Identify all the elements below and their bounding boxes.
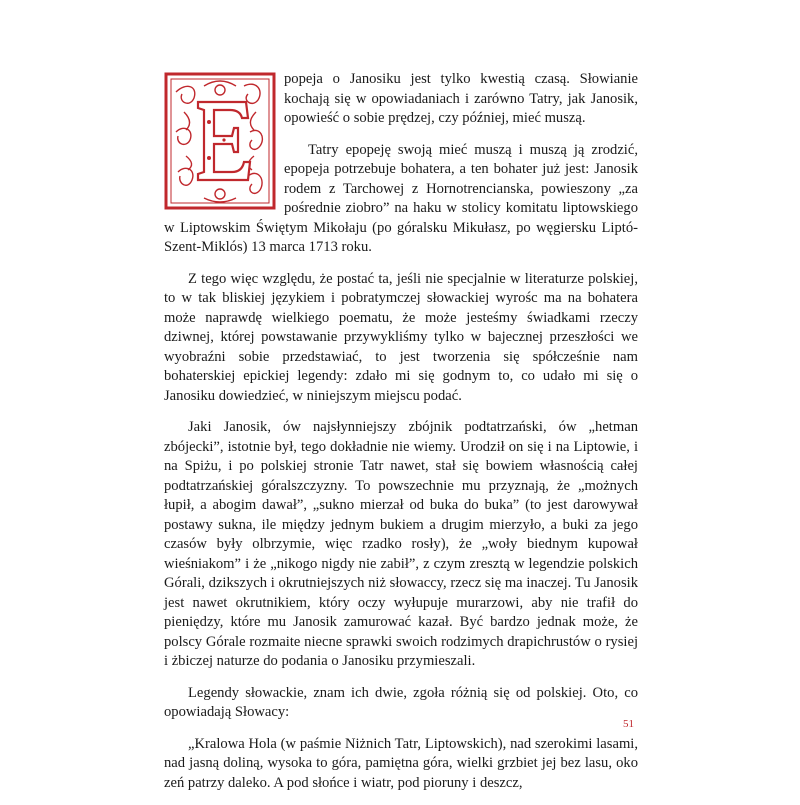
- page-number: 51: [623, 718, 634, 730]
- paragraph: Z tego więc względu, że postać ta, jeśli nie specjalnie w literaturze polskiej, to w tak bliskiej językiem i pobratymczej słowackiej wyrośc ma na bohatera może naprawdę wielkiego poematu, że może jesteśmy świadkami rzeczy dziwnej, której powstawanie przywykliśmy tylko w bajecznej przeszłości we wyobraźni sobie przedstawiać, to jest tworzenia się spółcześnie nam bohaterskiej epickiej legendy: zdało mi się godnym to, co udało mi się o Janosiku dowiedzieć, w niniejszym miejscu podać.: [164, 270, 638, 404]
- paragraph: Legendy słowackie, znam ich dwie, zgoła różnią się od polskiej. Oto, co opowiadają Słowacy:: [164, 684, 638, 720]
- text-column: [164, 70, 638, 805]
- paragraph: Tatry epopeję swoją mieć muszą i muszą ją zrodzić, epopeja potrzebuje bohatera, a ten bohater już jest: Janosik rodem z Tarchowej z Hornotrencianska, powieszony „za pośrednie ziobro” na haku w stolicy komitatu liptowskiego w Liptowskim Świętym Mikołaju (po góralsku Mikułasz, po węgiersku Liptó-Szent-Miklós) 13 marca 1713 roku.: [164, 141, 638, 255]
- paragraph: popeja o Janosiku jest tylko kwestią czasą. Słowianie kochają się w opowiadaniach i zarówno Tatry, jak Janosik, opowieść o sobie prędzej, czy później, mieć muszą.: [284, 71, 638, 126]
- paragraph: Jaki Janosik, ów najsłynniejszy zbójnik podtatrzański, ów „hetman zbójecki”, istotnie był, tego dokładnie nie wiemy. Urodził on się i na Liptowie, i na Spiżu, i po polskiej stronie Tatr nawet, stał się bowiem własnością całej podtatrzańskiej góralszczyzny. To powszechnie mu przyznają, że „możnych łupił, a abogim dawał”, „sukno mierzał od buka do buka” (to jest darowywał postawy sukna, ile między jednym bukiem a drugim mierzyło, a buki za jego czasów były olbrzymie, więc rzadko rosły), że „woły biednym kupował wieśniakom” i że „nikogo nigdy nie zabił”, z czym zresztą w legendzie polskich Górali, dzikszych i okrutniejszych niż słowaccy, rzecz się ma inaczej. Tu Janosik jest nawet okrutnikiem, który oczy wyłupuje murarzowi, aby nie trafił do pieniędzy, które mu Janosik zamurować kazał. Być bardzo jednak może, że polscy Górale rozmaite niecne sprawki swoich rodzimych drapichrustów o rysiej i żbiczej naturze do podania o Janosiku przymieszali.: [164, 419, 638, 669]
- decorated-initial: [164, 72, 276, 210]
- ornamental-initial-e-icon: [164, 72, 276, 210]
- paragraph: „Kralowa Hola (w paśmie Niżnich Tatr, Liptowskich), nad szerokimi lasami, nad jasną doliną, wysoka to góra, pamiętna góra, wielki grzbiet jej bez lasu, oko zeń patrzy daleko. A pod słońce i wiatr, pod pioruny i deszcz,: [164, 735, 638, 791]
